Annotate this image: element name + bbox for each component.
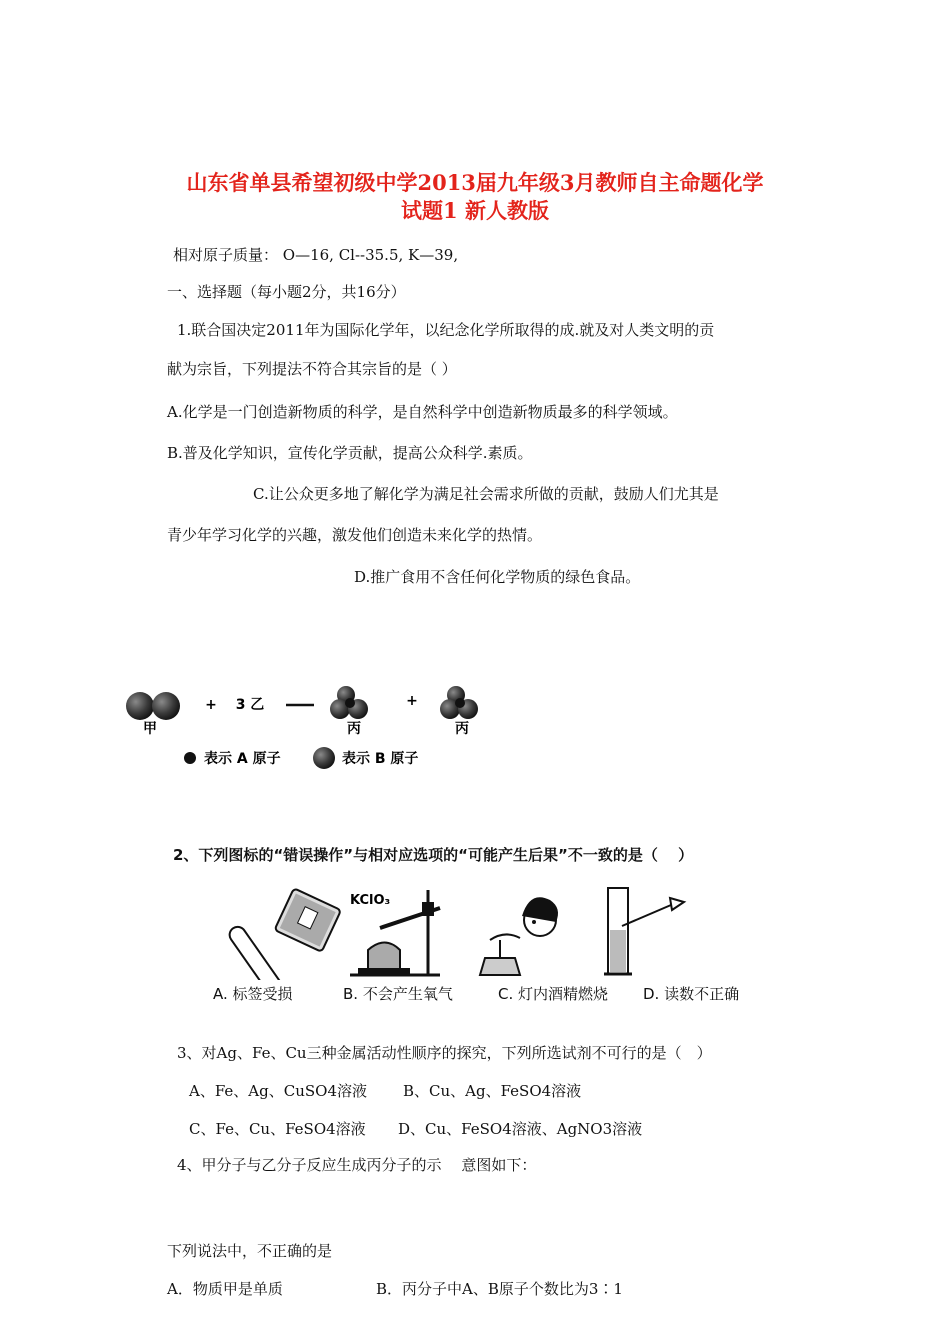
page-subtitle: 试题1 新人教版 [401,198,549,223]
q3-option-a: A、Fe、Ag、CuSO4溶液 [189,1082,367,1100]
label-bing-2: 丙 [455,721,469,737]
q3-option-c: C、Fe、Cu、FeSO4溶液 [189,1120,366,1138]
reagent-label: KClO₃ [350,893,391,908]
q3-option-b: B、Cu、Ag、FeSO4溶液 [403,1082,582,1100]
q1-option-c-line1: C.让公众更多地了解化学为满足社会需求所做的贡献，鼓励人们尤其是 [253,485,719,503]
legend-a-atom [184,752,196,764]
illustration-pouring-liquid [226,888,341,980]
q1-option-c-line2: 青少年学习化学的兴趣，激发他们创造未来化学的热情。 [167,526,543,544]
plus-sign-2: + [406,693,418,709]
q1-stem-line2: 献为宗旨，下列提法不符合其宗旨的是（ ） [167,360,457,378]
q2-stem: 2、下列图标的“错误操作”与相对应选项的“可能产生后果”不一致的是（ ） [173,846,694,864]
q2-lab-illustrations [200,880,800,980]
q2-option-a: A. 标签受损 [213,985,293,1003]
q1-option-a: A.化学是一门创造新物质的科学，是自然科学中创造新物质最多的科学领域。 [167,403,678,421]
q4-stem: 4、甲分子与乙分子反应生成丙分子的示 意图如下： [177,1156,537,1174]
q4-option-a: A．物质甲是单质 [167,1280,283,1298]
molecule-bing-2 [440,686,478,719]
molecule-jia [126,692,180,720]
illustration-measuring-cylinder [604,888,684,974]
illustration-heating-kclo3 [350,890,440,975]
atomic-masses: 相对原子质量： O—16, Cl--35.5, K—39, [173,246,459,264]
q1-option-d: D.推广食用不含任何化学物质的绿色食品。 [354,568,641,586]
molecule-bing-1 [330,686,368,719]
q1-stem-line1: 1.联合国决定2011年为国际化学年，以纪念化学所取得的成.就及对人类文明的贡 [177,321,715,339]
q1-option-b: B.普及化学知识，宣传化学贡献，提高公众科学.素质。 [167,444,533,462]
label-bing-1: 丙 [347,721,361,737]
plus-sign-1: + [205,697,217,713]
q4-question: 下列说法中，不正确的是 [167,1242,333,1260]
legend-a-label: 表示 A 原子 [204,751,281,767]
legend-b-atom [313,747,335,769]
q2-option-c: C. 灯内酒精燃烧 [498,985,609,1003]
q2-option-b: B. 不会产生氧气 [343,985,453,1003]
q3-option-d: D、Cu、FeSO4溶液、AgNO3溶液 [398,1120,643,1138]
reaction-diagram [118,678,478,778]
legend-b-label: 表示 B 原子 [342,751,419,767]
section-heading: 一、选择题（每小题2分，共16分） [167,283,406,301]
page-title: 山东省单县希望初级中学2013届九年级3月教师自主命题化学 [186,170,764,195]
illustration-blowing-lamp [480,897,558,975]
q3-stem: 3、对Ag、Fe、Cu三种金属活动性顺序的探究，下列所选试剂不可行的是（ ） [177,1044,712,1062]
reactant-yi: 3 乙 [235,697,265,713]
q2-option-d: D. 读数不正确 [643,985,740,1003]
q4-option-b: B．丙分子中A、B原子个数比为3∶1 [376,1280,623,1298]
label-jia: 甲 [143,721,157,737]
